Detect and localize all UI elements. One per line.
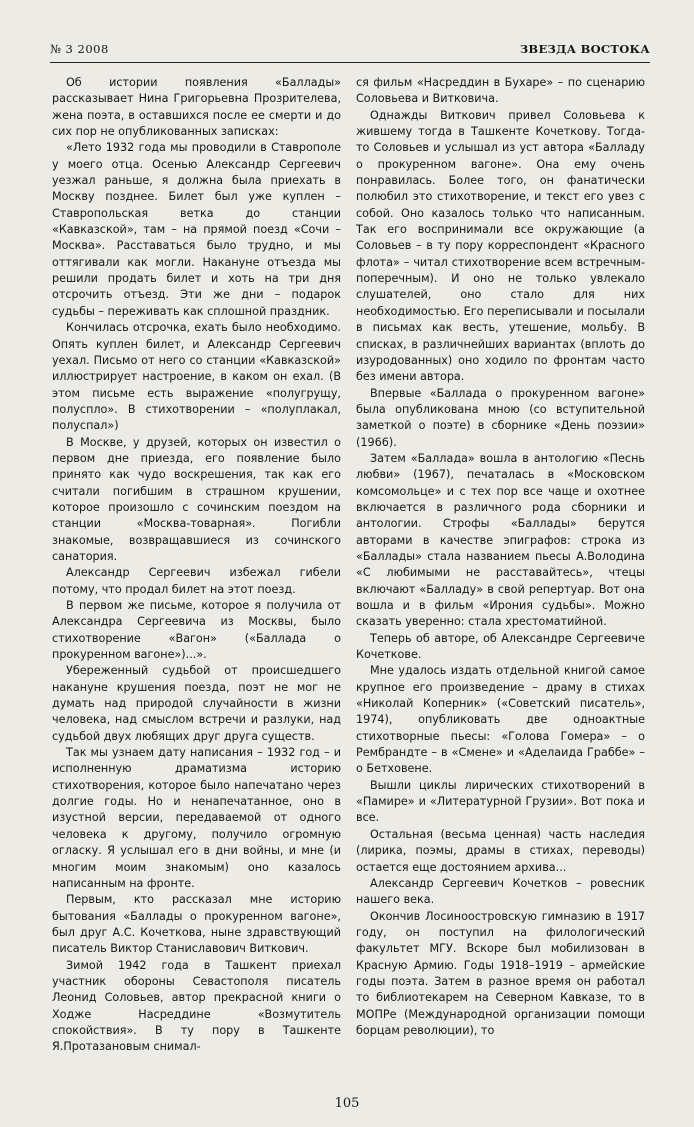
paragraph: В Москве, у друзей, которых он известил о первом дне приезда, его появление было принято как чудо воскрешения, так как его считали погибшим в страшном крушении, которое произошло с сочинским поездом на станции «Москва-товарная». Погибли знакомые, возвращавшиеся из сочинского санатория. xyxy=(52,435,341,563)
issue-number: № 3 2008 xyxy=(50,42,109,56)
paragraph: Так мы узнаем дату написания – 1932 год – и исполненную драматизма историю стихотворения, которое было напечатано через долгие годы. Но и ненапечатанное, оно в изустной версии, передаваемой от одного человека к другому, получило огромную огласку. Я услышал его в дни войны, и мне (и многим моим знакомым) оно казалось написанным на фронте. xyxy=(52,746,341,890)
paragraph: Затем «Баллада» вошла в антологию «Песнь любви» (1967), печаталась в «Московском комсомольце» и с тех пор все чаще и охотнее включается в различного рода сборники и антологии. Строфы «Баллады» берутся авторами в качестве эпиграфов: строка из «Баллады» стала названием пьесы А.Володина «С любимыми не расставайтесь», чтецы включают «Балладу» в свой репертуар. Вот она вошла и в фильм «Ирония судьбы». Можно сказать уверенно: стала хрестоматийной. xyxy=(356,451,645,629)
right-column xyxy=(356,75,645,1039)
journal-title: ЗВЕЗДА ВОСТОКА xyxy=(519,42,650,56)
left-column xyxy=(52,75,341,1056)
paragraph: Убереженный судьбой от происшедшего накануне крушения поезда, поэт не мог не думать над природой случайности в жизни человека, над смыслом встречи и разлуки, над судьбой двух любящих друг друга существ. xyxy=(52,664,341,743)
paragraph: Окончив Лосиноостровскую гимназию в 1917 году, он поступил на филологический факультет МГУ. Вскоре был мобилизован в Красную Армию. Годы 1918–1919 – армейские годы поэта. Затем в разное время он работал то библиотекарем на Северном Кавказе, то в МОПРе (Международной организации помощи борцам революции), то xyxy=(356,909,645,1037)
paragraph: «Лето 1932 года мы проводили в Ставрополе у моего отца. Осенью Александр Сергеевич уезжал раньше, я должна была приехать в Москву позднее. Билет был уже куплен – Ставропольская ветка до станции «Кавказской», там – на прямой поезд «Сочи – Москва». Расставаться было трудно, и мы оттягивали как могли. Накануне отъезда мы решили продать билет и хоть на три дня отсрочить отъезд. Эти же дни – подарок судьбы – переживать как сплошной праздник. xyxy=(52,141,341,318)
paragraph-continuation: ся фильм «Насреддин в Бухаре» – по сценарию Соловьева и Витковича. xyxy=(356,76,645,106)
paragraph: Мне удалось издать отдельной книгой самое крупное его произведение – драму в стихах «Николай Коперник» («Советский писатель», 1974), опубликовать две одноактные стихотворные пьесы: «Голова Гомера» – о Рембрандте – в «Смене» и «Аделаида Граббе» – о Бетховене. xyxy=(356,664,645,776)
paragraph: Кончилась отсрочка, ехать было необходимо. Опять куплен билет, и Александр Сергеевич уехал. Письмо от него со станции «Кавказской» иллюстрирует настроение, в каком он ехал. (В этом письме есть выражение «полугрущу, полуспло». В стихотворении – «полуплакал, полуспал») xyxy=(52,321,341,433)
running-header xyxy=(50,40,650,63)
paragraph: Однажды Виткович привел Соловьева к жившему тогда в Ташкенте Кочеткову. Тогда-то Соловьев и услышал из уст автора «Балладу о прокуренном вагоне». Она ему очень понравилась. Более того, он фанатически полюбил это стихотворение, и текст его увез с собой. Оно казалось только что написанным. Так его воспринимали все окружающие (а Соловьев – в ту пору корреспондент «Красного флота» – читал стихотворение всем встречным-поперечным). И оно не только увлекало слушателей, оно стало для них необходимостью. Его переписывали и посылали в письмах как весть, утешение, мольбу. В списках, в различнейших вариантах (вплоть до изуродованных) оно ходило по фронтам часто без имени автора. xyxy=(356,108,645,384)
paragraph: Вышли циклы лирических стихотворений в «Памире» и «Литературной Грузии». Вот пока и все. xyxy=(356,778,645,825)
paragraph: Зимой 1942 года в Ташкент приехал участник обороны Севастополя писатель Леонид Соловьев, автор прекрасной книги о Ходже Насреддине «Возмутитель спокойствия». В ту пору в Ташкенте Я.Протазановым снимал- xyxy=(52,958,341,1054)
paragraph: В первом же письме, которое я получила от Александра Сергеевича из Москвы, было стихотворение «Вагон» («Баллада о прокуренном вагоне»)...». xyxy=(52,599,341,662)
paragraph: Об истории появления «Баллады» рассказывает Нина Григорьевна Прозрителева, жена поэта, в оставшихся после ее смерти и до сих пор не опубликованных записках: xyxy=(52,76,341,139)
page-number: 105 xyxy=(334,1096,360,1111)
paragraph: Александр Сергеевич избежал гибели потому, что продал билет на этот поезд. xyxy=(52,566,341,596)
paragraph: Александр Сергеевич Кочетков – ровесник нашего века. xyxy=(356,876,645,907)
paragraph: Теперь об авторе, об Александре Сергеевиче Кочеткове. xyxy=(356,631,645,662)
paragraph: Первым, кто рассказал мне историю бытования «Баллады о прокуренном вагоне», был друг А.С. Кочеткова, ныне здравствующий писатель Виктор Станиславович Виткович. xyxy=(52,893,341,956)
paragraph: Впервые «Баллада о прокуренном вагоне» была опубликована мною (со вступительной заметкой о поэте) в сборнике «День поэзии» (1966). xyxy=(356,386,645,449)
paragraph: Остальная (весьма ценная) часть наследия (лирика, поэмы, драмы в стихах, переводы) остается еще достоянием архива... xyxy=(356,827,645,874)
